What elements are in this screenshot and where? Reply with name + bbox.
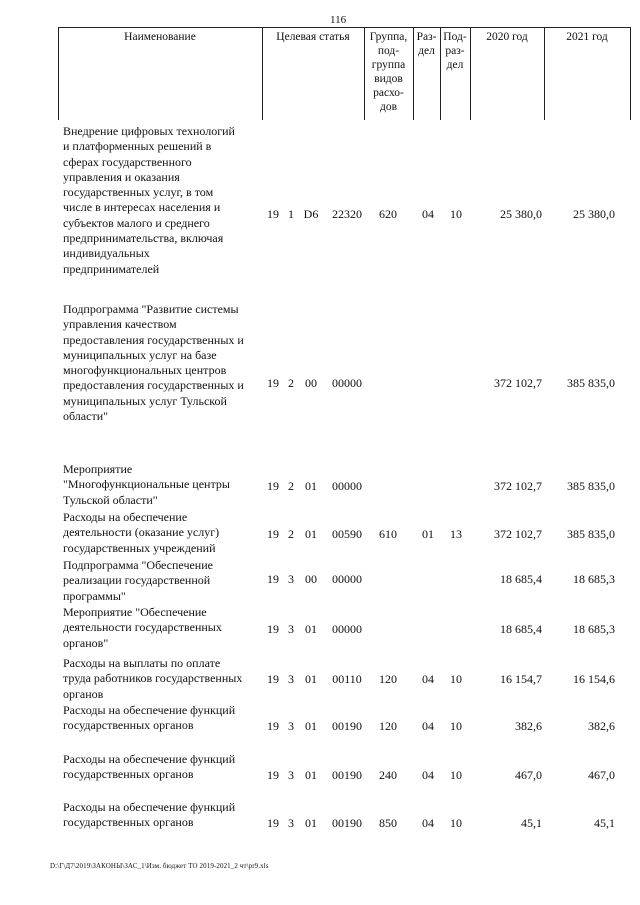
cell-2021: 467,0 xyxy=(588,768,615,782)
cell-section: 04 xyxy=(422,768,434,782)
cell-subprogram: 3 xyxy=(288,768,294,782)
cell-activity: 01 xyxy=(305,672,317,686)
cell-program: 19 xyxy=(267,622,279,636)
cell-direction: 00000 xyxy=(332,622,362,636)
cell-2020: 382,6 xyxy=(515,719,542,733)
cell-activity: 01 xyxy=(305,622,317,636)
cell-activity: 01 xyxy=(305,719,317,733)
cell-group: 240 xyxy=(379,768,397,782)
cell-subsection: 10 xyxy=(450,816,462,830)
file-path-footer: D:\Г\Д7\2019\ЗАКОНЫ\ЗАС_1\Изм. бюджет ТО 2019-2021_2 чт\pr9.xls xyxy=(50,862,269,870)
cell-2021: 385 835,0 xyxy=(567,527,615,541)
cell-program: 19 xyxy=(267,572,279,586)
cell-subsection: 10 xyxy=(450,207,462,221)
cell-activity: 01 xyxy=(305,768,317,782)
header-section: Раз- дел xyxy=(416,31,437,57)
cell-2020: 372 102,7 xyxy=(494,479,542,493)
cell-subprogram: 3 xyxy=(288,816,294,830)
cell-2021: 16 154,6 xyxy=(573,672,615,686)
cell-section: 04 xyxy=(422,816,434,830)
cell-direction: 00110 xyxy=(332,672,362,686)
cell-2020: 18 685,4 xyxy=(500,572,542,586)
cell-activity: 01 xyxy=(305,816,317,830)
cell-subsection: 13 xyxy=(450,527,462,541)
row-name: Расходы на выплаты по оплате труда работников государственных органов xyxy=(63,656,243,701)
cell-group: 610 xyxy=(379,527,397,541)
cell-direction: 00000 xyxy=(332,479,362,493)
header-group: Группа, под- группа видов расхо- дов xyxy=(369,31,408,113)
cell-subprogram: 2 xyxy=(288,527,294,541)
page-number: 116 xyxy=(330,14,347,26)
cell-group: 620 xyxy=(379,207,397,221)
row-name: Расходы на обеспечение функций государственных органов xyxy=(63,752,236,782)
cell-2020: 45,1 xyxy=(521,816,542,830)
cell-section: 04 xyxy=(422,207,434,221)
cell-direction: 22320 xyxy=(332,207,362,221)
cell-activity: 00 xyxy=(305,572,317,586)
cell-subsection: 10 xyxy=(450,768,462,782)
cell-direction: 00190 xyxy=(332,816,362,830)
cell-section: 04 xyxy=(422,672,434,686)
row-name: Мероприятие "Многофункциональные центры Тульской области" xyxy=(63,462,230,507)
cell-direction: 00190 xyxy=(332,719,362,733)
header-subsection: Под- раз- дел xyxy=(443,31,467,71)
cell-program: 19 xyxy=(267,527,279,541)
row-name: Расходы на обеспечение функций государственных органов xyxy=(63,800,236,830)
cell-2021: 385 835,0 xyxy=(567,479,615,493)
cell-direction: 00590 xyxy=(332,527,362,541)
cell-2021: 18 685,3 xyxy=(573,622,615,636)
cell-subsection: 10 xyxy=(450,672,462,686)
header-2020: 2020 год xyxy=(486,31,528,43)
cell-2021: 385 835,0 xyxy=(567,376,615,390)
cell-program: 19 xyxy=(267,719,279,733)
cell-group: 850 xyxy=(379,816,397,830)
cell-subprogram: 3 xyxy=(288,572,294,586)
cell-2020: 372 102,7 xyxy=(494,527,542,541)
cell-2021: 25 380,0 xyxy=(573,207,615,221)
cell-2021: 382,6 xyxy=(588,719,615,733)
row-name: Подпрограмма "Развитие системы управления качеством предоставления государственных и муниципальных услуг на базе многофункциональных центров предоставления государственных и муниципальных услуг Тульской области" xyxy=(63,302,244,424)
cell-program: 19 xyxy=(267,672,279,686)
cell-direction: 00000 xyxy=(332,376,362,390)
cell-program: 19 xyxy=(267,479,279,493)
cell-subprogram: 2 xyxy=(288,376,294,390)
cell-program: 19 xyxy=(267,768,279,782)
cell-program: 19 xyxy=(267,376,279,390)
cell-2020: 25 380,0 xyxy=(500,207,542,221)
cell-2020: 467,0 xyxy=(515,768,542,782)
header-name: Наименование xyxy=(124,31,196,43)
cell-subprogram: 1 xyxy=(288,207,294,221)
cell-subprogram: 3 xyxy=(288,622,294,636)
row-name: Подпрограмма "Обеспечение реализации государственной программы" xyxy=(63,558,213,603)
cell-2021: 45,1 xyxy=(594,816,615,830)
cell-activity: 01 xyxy=(305,479,317,493)
header-divider xyxy=(630,27,631,120)
header-target: Целевая статья xyxy=(276,31,350,43)
cell-program: 19 xyxy=(267,816,279,830)
cell-activity: 00 xyxy=(305,376,317,390)
cell-group: 120 xyxy=(379,672,397,686)
cell-direction: 00190 xyxy=(332,768,362,782)
row-name: Расходы на обеспечение функций государственных органов xyxy=(63,703,236,733)
cell-direction: 00000 xyxy=(332,572,362,586)
cell-2021: 18 685,3 xyxy=(573,572,615,586)
cell-2020: 372 102,7 xyxy=(494,376,542,390)
cell-section: 01 xyxy=(422,527,434,541)
cell-program: 19 xyxy=(267,207,279,221)
cell-activity: 01 xyxy=(305,527,317,541)
row-name: Мероприятие "Обеспечение деятельности государственных органов" xyxy=(63,605,222,650)
cell-2020: 18 685,4 xyxy=(500,622,542,636)
cell-subprogram: 3 xyxy=(288,672,294,686)
row-name: Расходы на обеспечение деятельности (оказание услуг) государственных учреждений xyxy=(63,510,220,555)
cell-2020: 16 154,7 xyxy=(500,672,542,686)
cell-subprogram: 2 xyxy=(288,479,294,493)
cell-subsection: 10 xyxy=(450,719,462,733)
cell-group: 120 xyxy=(379,719,397,733)
cell-subprogram: 3 xyxy=(288,719,294,733)
header-2021: 2021 год xyxy=(566,31,608,43)
row-name: Внедрение цифровых технологий и платформенных решений в сферах государственного управления и оказания государственных услуг, в том числе в интересах населения и субъектов малого и среднего предпринимательства, включая индивидуальных предпринимателей xyxy=(63,124,235,276)
cell-section: 04 xyxy=(422,719,434,733)
cell-activity: D6 xyxy=(303,207,319,221)
